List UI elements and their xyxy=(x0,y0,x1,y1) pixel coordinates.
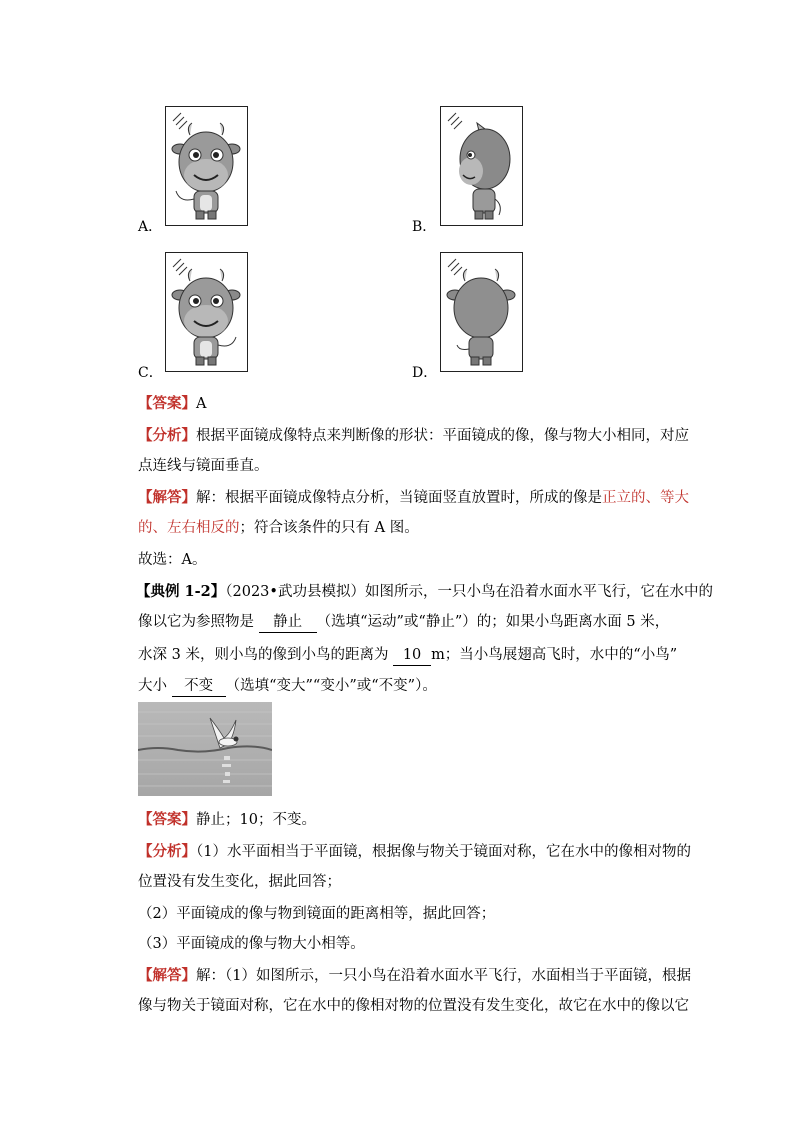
q2-analysis-line3: （2）平面镜成的像与物到镜面的距离相等，据此回答； xyxy=(138,906,496,922)
q2-question-line4 xyxy=(138,676,437,697)
example-tag: 【典例 1-2】 xyxy=(136,583,226,600)
q1-analysis-line2: 点连线与镜面垂直。 xyxy=(138,458,269,474)
solution-text: 解：根据平面镜成像特点分析，当镜面竖直放置时，所成的像是 xyxy=(196,490,602,506)
q2-question-line3 xyxy=(138,645,677,666)
blank-2[interactable]: 10 xyxy=(393,645,431,666)
question-text: （选填“运动”或“静止”）的；如果小鸟距离水面 5 米， xyxy=(316,614,670,630)
q2-solution-line2: 像与物关于镜面对称，它在水中的像相对物的位置没有发生变化，故它在水中的像以它 xyxy=(138,998,689,1014)
solution-highlight: 正立的、等大 xyxy=(602,490,689,506)
question-text: （选填“变大”“变小”或“不变”）。 xyxy=(225,678,437,694)
analysis-tag: 【分析】 xyxy=(138,843,196,860)
q2-analysis-line4: （3）平面镜成的像与物大小相等。 xyxy=(138,936,365,952)
question-text: （2023•武功县模拟）如图所示，一只小鸟在沿着水面水平飞行，它在水中的 xyxy=(225,584,713,600)
q1-solution-line1 xyxy=(138,488,689,508)
analysis-text: （1）水平面相当于平面镜，根据像与物关于镜面对称，它在水中的像相对物的 xyxy=(196,844,691,860)
solution-text: ；符合该条件的只有 A 图。 xyxy=(239,520,419,536)
q2-question-line2 xyxy=(138,612,669,633)
option-b-image xyxy=(440,106,523,226)
option-c-image xyxy=(165,252,248,372)
question-text: 水深 3 米，则小鸟的像到小鸟的距离为 xyxy=(138,647,389,663)
question-text: m；当小鸟展翅高飞时，水中的“小鸟” xyxy=(431,647,678,663)
question-text: 大小 xyxy=(138,678,167,694)
answer-tag: 【答案】 xyxy=(138,395,196,412)
solution-tag: 【解答】 xyxy=(138,489,196,506)
option-b-label[interactable]: B． xyxy=(412,219,437,235)
solution-highlight: 的、左右相反的 xyxy=(138,520,240,536)
q2-analysis-line2: 位置没有发生变化，据此回答； xyxy=(138,874,341,890)
blank-1[interactable]: 静止 xyxy=(259,612,317,633)
q1-solution-line2 xyxy=(138,518,419,538)
option-d-image xyxy=(440,252,523,372)
blank-3[interactable]: 不变 xyxy=(172,676,226,697)
q2-question-line1 xyxy=(136,582,713,602)
answer-value: A xyxy=(196,396,207,412)
answer-tag: 【答案】 xyxy=(138,811,196,828)
analysis-text: 根据平面镜成像特点来判断像的形状：平面镜成的像，像与物大小相同，对应 xyxy=(196,428,689,444)
option-a-image xyxy=(165,106,248,226)
solution-tag: 【解答】 xyxy=(138,967,196,984)
q2-solution-line1 xyxy=(138,966,691,986)
analysis-tag: 【分析】 xyxy=(138,427,196,444)
q1-conclusion: 故选：A。 xyxy=(138,552,207,568)
option-a-label[interactable]: A． xyxy=(138,219,163,235)
solution-text: 解：（1）如图所示，一只小鸟在沿着水面水平飞行，水面相当于平面镜，根据 xyxy=(196,968,691,984)
q2-analysis-line1 xyxy=(138,842,691,862)
q2-answer xyxy=(138,810,316,830)
answer-value: 静止；10；不变。 xyxy=(196,812,316,828)
question-text: 像以它为参照物是 xyxy=(138,614,254,630)
bird-over-water-photo xyxy=(138,702,272,796)
q1-analysis-line1 xyxy=(138,426,689,446)
option-c-label[interactable]: C． xyxy=(138,365,163,381)
option-d-label[interactable]: D． xyxy=(412,365,438,381)
q1-answer xyxy=(138,394,206,414)
